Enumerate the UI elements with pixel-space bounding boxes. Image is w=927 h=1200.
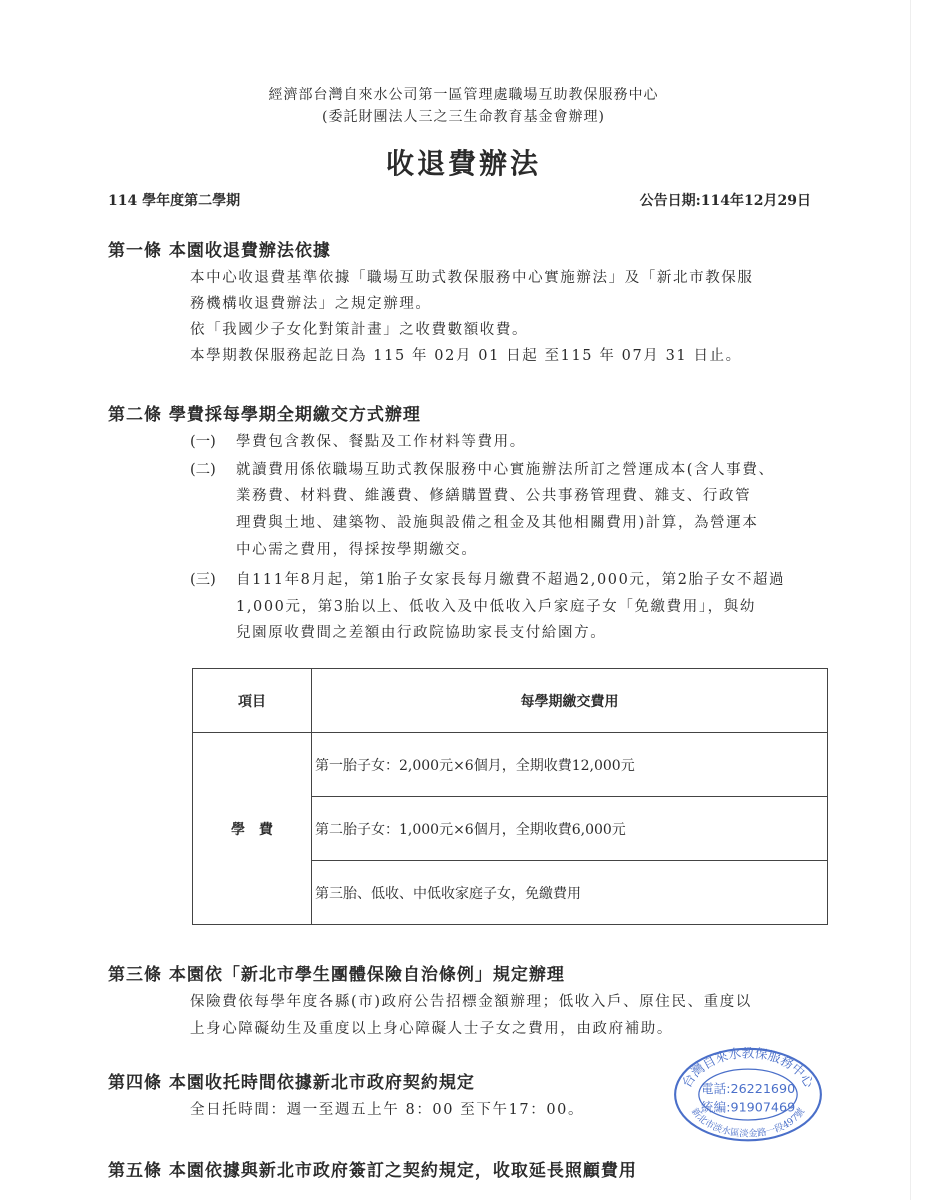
item-line: 兒園原收費間之差額由行政院協助家長支付給園方。 xyxy=(236,625,607,641)
item-label: (三) xyxy=(190,572,216,588)
item-line: 學費包含教保、餐點及工作材料等費用。 xyxy=(236,434,526,450)
article-1-line: 本學期教保服務起訖日為 115 年 02月 01 日起 至115 年 07月 31 日止。 xyxy=(190,348,742,364)
article-1-heading: 第一條 本園收退費辦法依據 xyxy=(108,241,331,261)
article-5-heading: 第五條 本園依據與新北市政府簽訂之契約規定，收取延長照顧費用 xyxy=(108,1161,637,1181)
table-header-row xyxy=(193,669,828,733)
stamp-phone: 電話:26221690 xyxy=(700,1080,796,1096)
fee-cell: 第三胎、低收、中低收家庭子女，免繳費用 xyxy=(312,861,828,925)
fee-cell: 第一胎子女：2,000元×6個月，全期收費12,000元 xyxy=(312,733,828,797)
article-1-line: 本中心收退費基準依據「職場互助式教保服務中心實施辦法」及「新北市教保服 xyxy=(190,270,754,286)
article-4-heading: 第四條 本園收托時間依據新北市政府契約規定 xyxy=(108,1073,475,1093)
article-3-line: 保險費依每學年度各縣(市)政府公告招標金額辦理；低收入戶、原住民、重度以 xyxy=(190,994,752,1010)
fee-table xyxy=(192,668,828,925)
table-row xyxy=(193,733,828,797)
page-title: 收退費辦法 xyxy=(385,147,541,180)
stamp-arc-top: 台灣自來水教保服務中心 xyxy=(678,1045,818,1091)
item-line: 自111年8月起，第1胎子女家長每月繳費不超過2,000元，第2胎子女不超過 xyxy=(236,572,786,588)
article-1-line: 務機構收退費辦法」之規定辦理。 xyxy=(190,296,432,312)
stamp-tax-id: 統編:91907469 xyxy=(700,1099,796,1115)
stamp-arc-bottom: 新北市淡水區淡金路一段497號 xyxy=(688,1106,808,1140)
item-tuition: 學 費 xyxy=(193,733,312,925)
item-line: 1,000元，第3胎以上、低收入及中低收入戶家庭子女「免繳費用」，與幼 xyxy=(236,599,756,615)
article-3-heading: 第三條 本園依「新北市學生團體保險自治條例」規定辦理 xyxy=(108,965,565,985)
item-line: 理費與土地、建築物、設施與設備之租金及其他相關費用)計算，為營運本 xyxy=(236,515,759,531)
item-line: 就讀費用係依職場互助式教保服務中心實施辦法所訂之營運成本(含人事費、 xyxy=(236,462,775,478)
item-label: (一) xyxy=(190,434,216,450)
entrusted-note: (委託財團法人三之三生命教育基金會辦理) xyxy=(322,109,605,125)
fee-cell: 第二胎子女：1,000元×6個月，全期收費6,000元 xyxy=(312,797,828,861)
semester: 114 學年度第二學期 xyxy=(108,193,241,209)
header-fee: 每學期繳交費用 xyxy=(312,669,828,733)
item-line: 業務費、材料費、維護費、修繕購置費、公共事務管理費、雜支、行政管 xyxy=(236,488,752,504)
announce-date: 公告日期:114年12月29日 xyxy=(639,193,811,209)
article-4-line: 全日托時間：週一至週五上午 8：00 至下午17：00。 xyxy=(190,1102,585,1118)
org-name: 經濟部台灣自來水公司第一區管理處職場互助教保服務中心 xyxy=(268,87,659,103)
article-2-heading: 第二條 學費採每學期全期繳交方式辦理 xyxy=(108,405,421,425)
article-1-line: 依「我國少子女化對策計畫」之收費數額收費。 xyxy=(190,322,529,338)
article-3-line: 上身心障礙幼生及重度以上身心障礙人士子女之費用，由政府補助。 xyxy=(190,1021,673,1037)
official-seal-stamp xyxy=(668,1042,828,1142)
header-item: 項目 xyxy=(193,669,312,733)
item-line: 中心需之費用，得採按學期繳交。 xyxy=(236,542,478,558)
item-label: (二) xyxy=(190,462,216,478)
